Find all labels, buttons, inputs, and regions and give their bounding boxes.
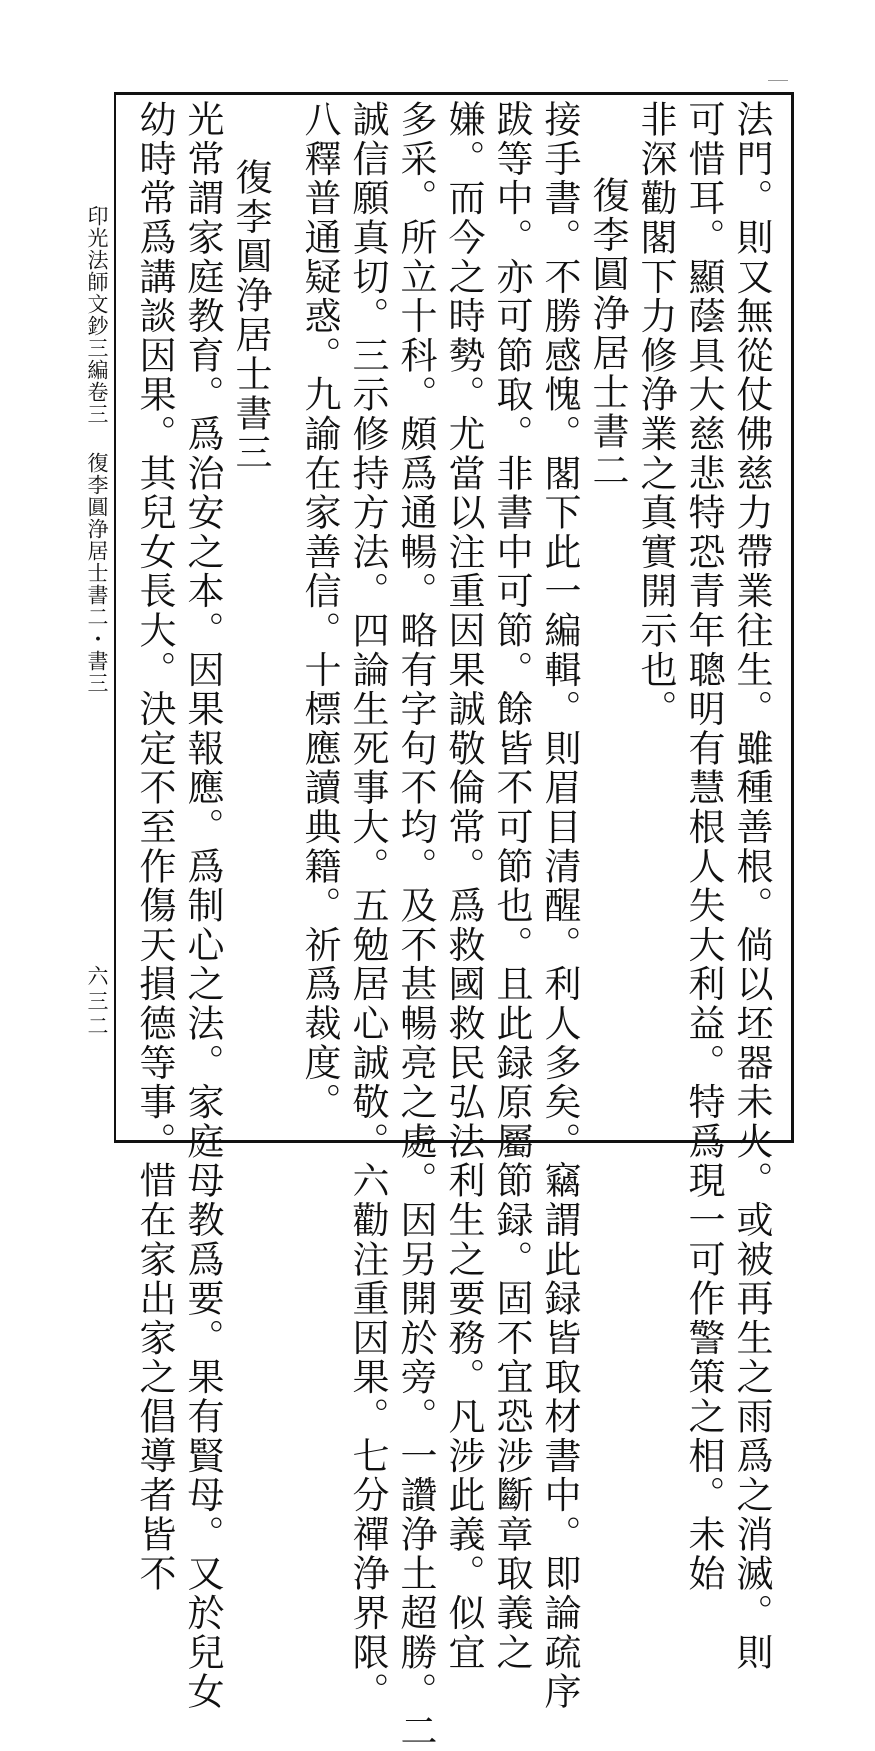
text-column-3: 非深勸閣下力修浄業之真實開示也。 bbox=[634, 100, 677, 729]
text-column-12: 光常謂家庭教育。爲治安之本。因果報應。爲制心之法。家庭母教爲要。果有賢母。又於兒女 bbox=[181, 100, 224, 1712]
frame-left-border bbox=[114, 92, 116, 1143]
text-column-13: 幼時常爲講談因果。其兒女長大。決定不至作傷天損德等事。惜在家出家之倡導者皆不 bbox=[133, 100, 176, 1594]
text-column-5: 接手書。不勝感愧。閣下此一編輯。則眉目清醒。利人多矣。竊謂此録皆取材書中。即論疏序 bbox=[538, 100, 581, 1712]
letter-heading-3: 復李圓浄居士書三 bbox=[229, 158, 272, 473]
section-title: 復李圓浄居士書二・書三 bbox=[85, 452, 109, 694]
frame-top-border bbox=[114, 92, 794, 95]
frame-right-border bbox=[791, 92, 794, 1143]
text-column-8: 多采。所立十科。頗爲通暢。略有字句不均。及不甚暢亮之處。因另開於旁。一讚浄土超勝。二 bbox=[394, 100, 437, 1751]
text-column-1: 法門。則又無從仗佛慈力帶業往生。雖種善根。倘以坯器未火。或被再生之雨爲之消滅。則 bbox=[730, 100, 773, 1672]
letter-heading-2: 復李圓浄居士書二 bbox=[586, 176, 629, 491]
text-column-10: 八釋普通疑惑。九諭在家善信。十標應讀典籍。祈爲裁度。 bbox=[298, 100, 341, 1122]
book-title: 印光法師文鈔三編卷三 bbox=[85, 205, 109, 425]
text-column-9: 誠信願真切。三示修持方法。四論生死事大。五勉居心誠敬。六勸注重因果。七分禪浄界限。 bbox=[346, 100, 389, 1712]
page-number: 六三二 bbox=[85, 965, 109, 1040]
text-column-7: 嫌。而今之時勢。尤當以注重因果誠敬倫常。爲救國救民弘法利生之要務。凡涉此義。似宜 bbox=[442, 100, 485, 1672]
corner-mark bbox=[768, 80, 788, 81]
text-column-2: 可惜耳。顯蔭具大慈悲特恐青年聰明有慧根人失大利益。特爲現一可作警策之相。未始 bbox=[682, 100, 725, 1594]
text-column-6: 跋等中。亦可節取。非書中可節。餘皆不可節也。且此録原屬節録。固不宜恐涉斷章取義之 bbox=[490, 100, 533, 1672]
